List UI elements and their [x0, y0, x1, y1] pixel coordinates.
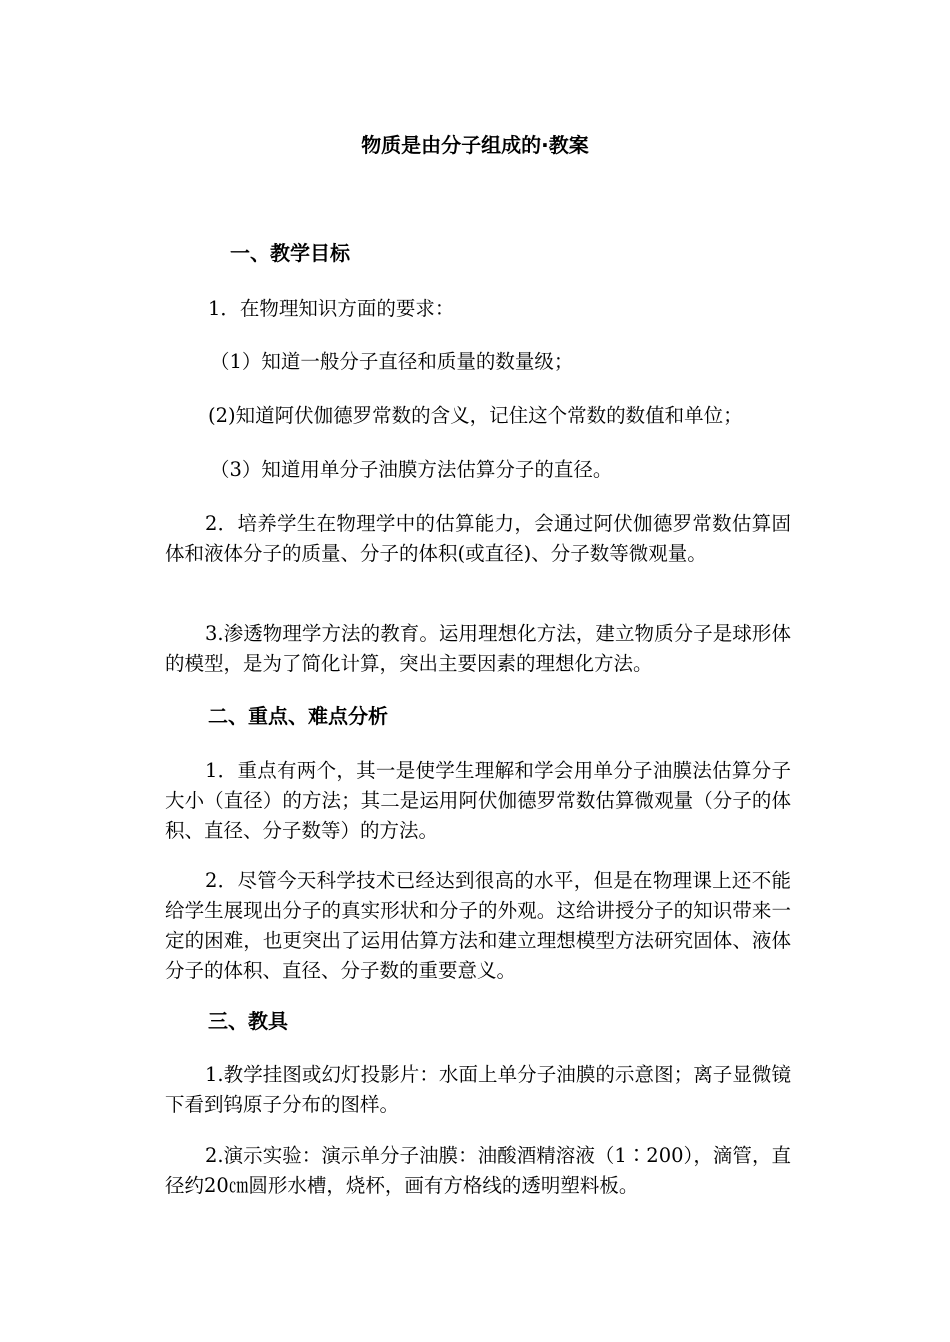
document-title: 物质是由分子组成的·教案	[361, 133, 589, 157]
objective-subitem-3: （3）知道用单分子油膜方法估算分子的直径。	[210, 458, 613, 481]
section-heading-teaching-aids: 三、教具	[208, 1009, 288, 1033]
key-point-item-1: 1．重点有两个，其一是使学生理解和学会用单分子油膜法估算分子大小（直径）的方法；其二是运用阿伏伽德罗常数估算微观量（分子的体积、直径、分子数等）的方法。	[165, 759, 791, 842]
objective-subitem-2: (2)知道阿伏伽德罗常数的含义，记住这个常数的数值和单位；	[208, 404, 743, 427]
section-heading-key-points: 二、重点、难点分析	[208, 704, 388, 728]
teaching-aid-item-2: 2.演示实验：演示单分子油膜：油酸酒精溶液（1∶200），滴管，直径约20㎝圆形水槽，烧杯，画有方格线的透明塑料板。	[165, 1144, 791, 1197]
objective-subitem-1: （1）知道一般分子直径和质量的数量级；	[210, 350, 574, 373]
key-point-item-2: 2．尽管今天科学技术已经达到很高的水平，但是在物理课上还不能给学生展现出分子的真实形状和分子的外观。这给讲授分子的知识带来一定的困难，也更突出了运用估算方法和建立理想模型方法研究固体、液体分子的体积、直径、分子数的重要意义。	[165, 869, 791, 982]
teaching-aid-item-1: 1.教学挂图或幻灯投影片：水面上单分子油膜的示意图；离子显微镜下看到钨原子分布的图样。	[165, 1063, 791, 1116]
objective-item-2: 2．培养学生在物理学中的估算能力，会通过阿伏伽德罗常数估算固体和液体分子的质量、分子的体积(或直径)、分子数等微观量。	[165, 512, 791, 565]
section-heading-objectives: 一、教学目标	[230, 241, 350, 265]
objective-item-1: 1．在物理知识方面的要求：	[208, 297, 455, 320]
objective-item-3: 3.渗透物理学方法的教育。运用理想化方法，建立物质分子是球形体的模型，是为了简化计算，突出主要因素的理想化方法。	[165, 622, 791, 675]
